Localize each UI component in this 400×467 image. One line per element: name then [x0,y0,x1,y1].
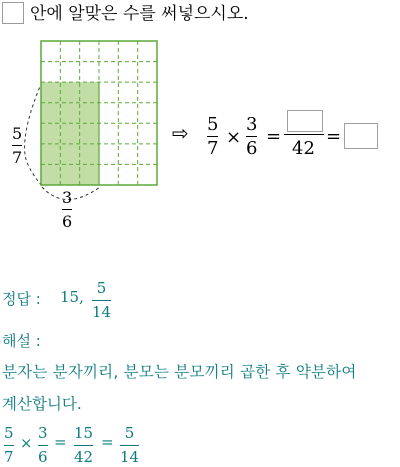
left-fraction-label [12,124,22,167]
equation-fraction-1 [207,115,218,158]
answer-value-int: 15, [60,288,84,306]
denominator: 6 [38,448,48,466]
times-sign: × [20,434,33,452]
fraction-bar [284,134,324,135]
solution-fraction-4 [120,424,139,467]
fraction-bar [4,445,14,446]
solution-text-line-1: 분자는 분자끼리, 분모는 분모끼리 곱한 후 약분하여 [2,363,357,381]
area-model-figure [0,30,200,230]
solution-fraction-3 [74,424,93,467]
question-text: 안에 알맞은 수를 써넣으시오. [30,4,249,24]
equals-sign: = [266,126,282,147]
fraction-bar [74,445,93,446]
equation-fraction-2 [246,115,257,158]
solution-fraction-1 [4,424,14,467]
numerator: 5 [124,424,135,442]
solution-label: 해설 : [2,332,41,350]
numerator: 3 [62,188,73,207]
solution-text-line-2: 계산합니다. [2,395,82,413]
answer-value-fraction [92,279,111,322]
times-sign: × [226,127,242,148]
fraction-bar [12,145,22,146]
fraction-bar [246,136,257,137]
equals-sign-2: = [326,126,342,147]
numerator: 5 [12,124,23,143]
fraction-bar [120,445,139,446]
numerator: 5 [207,114,219,135]
numerator: 3 [246,114,258,135]
fraction-bar [38,445,48,446]
numerator: 5 [4,424,14,442]
numerator: 15 [74,424,94,442]
denominator: 6 [62,212,73,231]
shaded-region [41,82,99,185]
denominator: 6 [246,138,258,159]
numerator-answer-box[interactable] [287,110,323,132]
bottom-fraction-label [62,188,72,231]
denominator: 42 [74,448,94,466]
denominator: 7 [207,138,219,159]
equals-sign: = [54,433,67,451]
numerator: 5 [96,279,107,297]
equation-denominator-42: 42 [292,138,315,159]
answer-blank-icon [2,2,24,24]
grid [41,41,157,185]
denominator: 7 [4,448,14,466]
result-answer-box[interactable] [344,123,378,149]
equals-sign-2: = [101,433,114,451]
fraction-bar [207,136,218,137]
numerator: 3 [38,424,48,442]
left-bracket [25,82,42,186]
denominator: 14 [92,303,112,321]
answer-label: 정답 : [2,290,41,308]
fraction-bar [92,300,111,301]
fraction-bar [62,209,72,210]
denominator: 14 [120,448,140,466]
solution-fraction-2 [38,424,48,467]
arrow-icon: ⇨ [172,121,189,145]
denominator: 7 [12,148,23,167]
